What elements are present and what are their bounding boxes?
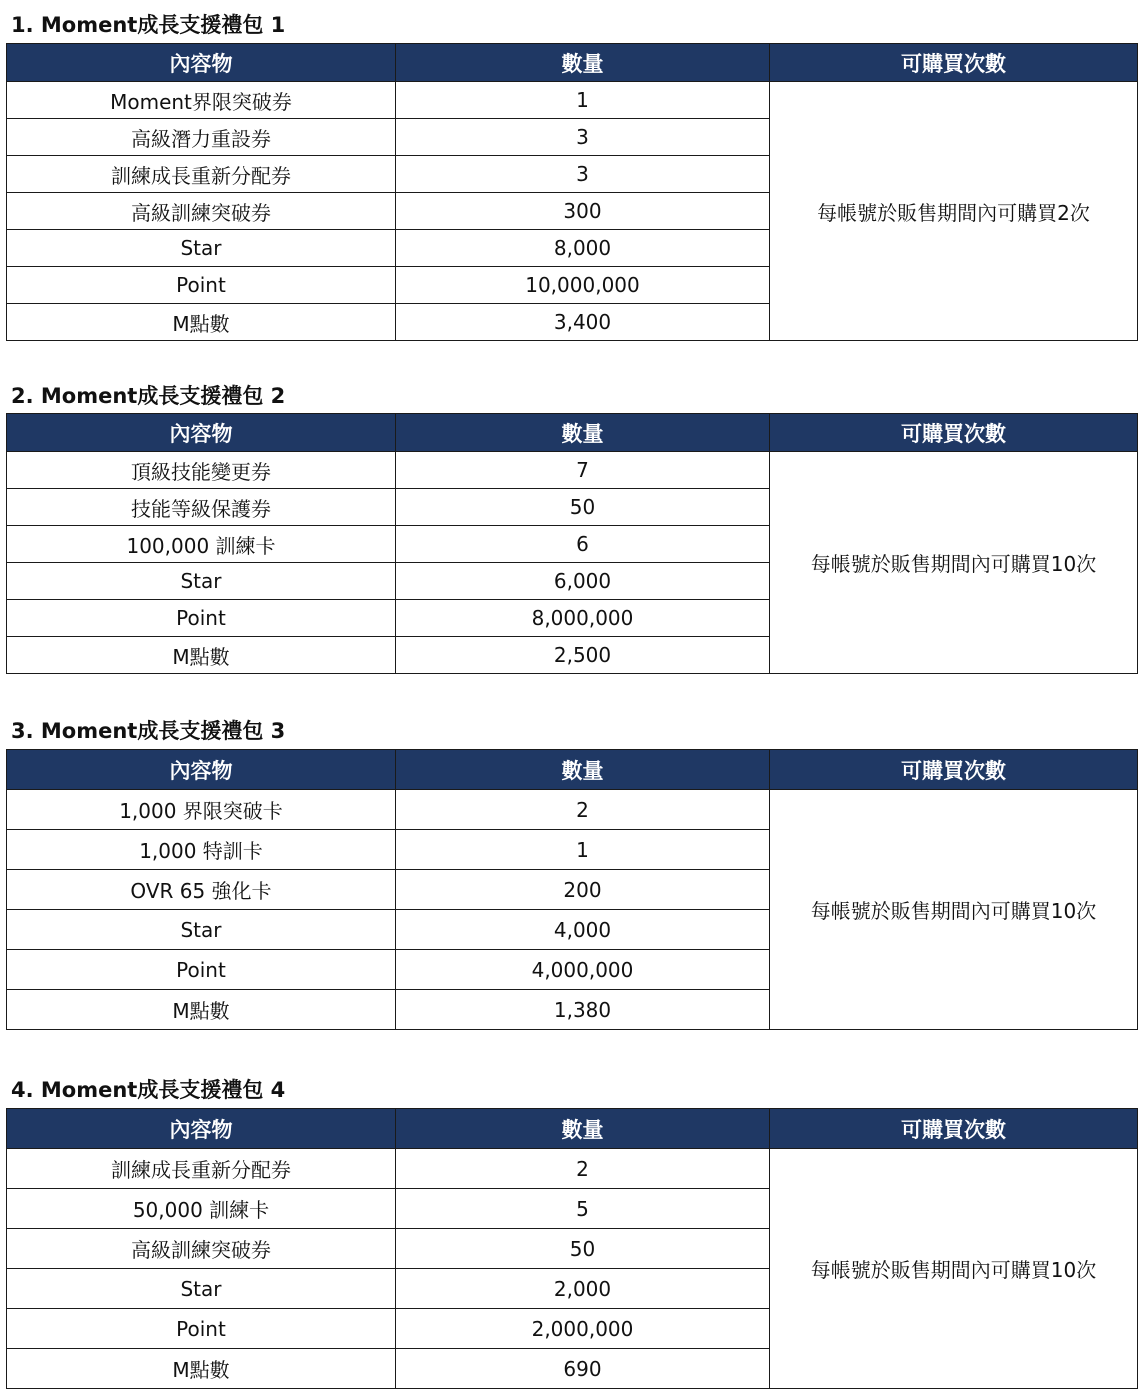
- item-name: Point: [7, 600, 396, 637]
- item-name: M點數: [7, 304, 396, 341]
- package-title: 1. Moment成長支援禮包 1: [11, 13, 286, 37]
- item-quantity: 2,000: [396, 1269, 770, 1309]
- header-content: 內容物: [7, 750, 396, 790]
- item-quantity: 7: [396, 452, 770, 489]
- item-quantity: 1: [396, 82, 770, 119]
- package-table: [6, 1108, 1138, 1389]
- item-quantity: 300: [396, 193, 770, 230]
- item-quantity: 6: [396, 526, 770, 563]
- item-name: 技能等級保護券: [7, 489, 396, 526]
- item-name: 高級訓練突破券: [7, 193, 396, 230]
- item-name: 頂級技能變更券: [7, 452, 396, 489]
- item-quantity: 3: [396, 156, 770, 193]
- item-quantity: 3: [396, 119, 770, 156]
- item-quantity: 2,500: [396, 637, 770, 674]
- header-limit: 可購買次數: [770, 750, 1138, 790]
- item-quantity: 3,400: [396, 304, 770, 341]
- item-name: 訓練成長重新分配券: [7, 156, 396, 193]
- package-table: [6, 749, 1138, 1030]
- header-limit: 可購買次數: [770, 414, 1138, 452]
- item-name: M點數: [7, 990, 396, 1030]
- item-quantity: 1,380: [396, 990, 770, 1030]
- purchase-limit: 每帳號於販售期間內可購買10次: [770, 452, 1138, 674]
- item-quantity: 200: [396, 870, 770, 910]
- header-quantity: 數量: [396, 414, 770, 452]
- header-content: 內容物: [7, 44, 396, 82]
- item-quantity: 2,000,000: [396, 1309, 770, 1349]
- item-name: 高級訓練突破券: [7, 1229, 396, 1269]
- item-name: Star: [7, 1269, 396, 1309]
- header-quantity: 數量: [396, 44, 770, 82]
- item-name: 1,000 特訓卡: [7, 830, 396, 870]
- item-name: Star: [7, 563, 396, 600]
- item-quantity: 10,000,000: [396, 267, 770, 304]
- header-content: 內容物: [7, 1109, 396, 1149]
- item-quantity: 8,000,000: [396, 600, 770, 637]
- item-quantity: 4,000,000: [396, 950, 770, 990]
- item-name: 高級潛力重設券: [7, 119, 396, 156]
- purchase-limit: 每帳號於販售期間內可購買2次: [770, 82, 1138, 341]
- item-name: Star: [7, 910, 396, 950]
- purchase-limit: 每帳號於販售期間內可購買10次: [770, 790, 1138, 1030]
- package-title: 2. Moment成長支援禮包 2: [11, 384, 286, 408]
- header-quantity: 數量: [396, 750, 770, 790]
- item-name: Point: [7, 1309, 396, 1349]
- item-name: 訓練成長重新分配券: [7, 1149, 396, 1189]
- item-name: Point: [7, 267, 396, 304]
- header-limit: 可購買次數: [770, 1109, 1138, 1149]
- item-quantity: 1: [396, 830, 770, 870]
- item-quantity: 6,000: [396, 563, 770, 600]
- item-name: 50,000 訓練卡: [7, 1189, 396, 1229]
- package-title: 4. Moment成長支援禮包 4: [11, 1078, 286, 1102]
- item-name: OVR 65 強化卡: [7, 870, 396, 910]
- item-quantity: 4,000: [396, 910, 770, 950]
- item-name: Star: [7, 230, 396, 267]
- item-name: M點數: [7, 637, 396, 674]
- package-table: [6, 413, 1138, 674]
- header-quantity: 數量: [396, 1109, 770, 1149]
- item-quantity: 5: [396, 1189, 770, 1229]
- item-quantity: 2: [396, 790, 770, 830]
- item-name: M點數: [7, 1349, 396, 1389]
- item-quantity: 50: [396, 1229, 770, 1269]
- item-name: 1,000 界限突破卡: [7, 790, 396, 830]
- item-name: 100,000 訓練卡: [7, 526, 396, 563]
- item-name: Point: [7, 950, 396, 990]
- package-title: 3. Moment成長支援禮包 3: [11, 719, 286, 743]
- header-content: 內容物: [7, 414, 396, 452]
- item-quantity: 50: [396, 489, 770, 526]
- header-limit: 可購買次數: [770, 44, 1138, 82]
- purchase-limit: 每帳號於販售期間內可購買10次: [770, 1149, 1138, 1389]
- package-table: [6, 43, 1138, 341]
- item-name: Moment界限突破券: [7, 82, 396, 119]
- item-quantity: 2: [396, 1149, 770, 1189]
- item-quantity: 690: [396, 1349, 770, 1389]
- item-quantity: 8,000: [396, 230, 770, 267]
